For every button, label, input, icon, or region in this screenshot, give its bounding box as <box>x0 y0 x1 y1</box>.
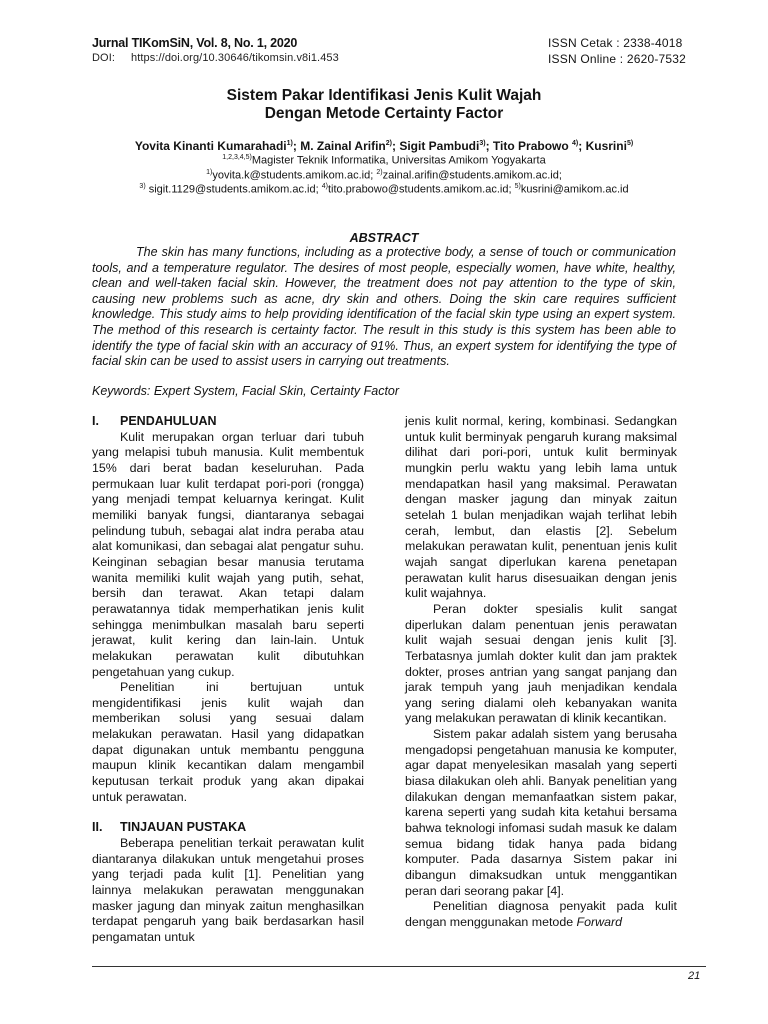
author-name: Yovita Kinanti Kumarahadi <box>134 139 287 153</box>
paper-title-line-1: Sistem Pakar Identifikasi Jenis Kulit Wajah <box>226 87 542 104</box>
right-column <box>405 414 677 931</box>
paragraph: Beberapa penelitian terkait perawatan kulit diantaranya dilakukan untuk mengetahui proses yang terjadi pada kulit [1]. Penelitian yang lainnya melakukan perawatan menggunakan masker jagung dan minyak zaitun menghasilkan terdapat pengaruh yang baik berdasarkan hasil pengamatan untuk <box>92 836 364 944</box>
section-number: II. <box>92 820 103 835</box>
affiliation <box>92 154 676 167</box>
author-name: ; Sigit Pambudi <box>392 139 480 153</box>
email: kusrini@amikom.ac.id <box>520 183 629 196</box>
paragraph: Peran dokter spesialis kulit sangat diperlukan dalam penentuan jenis perawatan kulit wajah sesuai dengan jenis kulit [3]. Terbatasnya jumlah dokter kulit dan jam praktek dokter, proses antrian yang sangat panjang dan jarak tempuh yang jauh menjadikan kendala yang sering dialami oleh kebanyakan wanita yang melakukan perawatan di klinik kecantikan. <box>405 601 677 726</box>
email: sigit.1129@students.amikom.ac.id; <box>145 183 322 196</box>
author-marker: 3) <box>479 140 486 147</box>
author-marker: 4) <box>572 140 579 147</box>
affiliation-marker: 1,2,3,4,5) <box>222 154 252 161</box>
section-heading-1 <box>92 414 364 430</box>
doi-link[interactable]: https://doi.org/10.30646/tikomsin.v8i1.453 <box>131 52 339 64</box>
section-heading-2 <box>92 820 364 836</box>
issn-online: ISSN Online : 2620-7532 <box>548 52 687 66</box>
section-title: TINJAUAN PUSTAKA <box>120 820 247 835</box>
email-marker: 1) <box>206 169 213 176</box>
paragraph <box>405 899 677 930</box>
email-line-2 <box>92 183 676 196</box>
footer-rule <box>92 966 706 967</box>
section-number: I. <box>92 414 99 428</box>
author-list <box>92 139 676 153</box>
affiliation-text: Magister Teknik Informatika, Universitas Amikom Yogyakarta <box>251 154 546 167</box>
author-marker: 2) <box>385 140 392 147</box>
author-name: ; Kusrini <box>578 139 627 153</box>
paper-title-line-2: Dengan Metode Certainty Factor <box>264 105 504 122</box>
issn-print: ISSN Cetak : 2338-4018 <box>548 36 683 50</box>
journal-name: Jurnal TIKomSiN, Vol. 8, No. 1, 2020 <box>92 36 298 50</box>
email-marker: 5) <box>514 183 521 190</box>
paragraph: Penelitian ini bertujuan untuk mengidentifikasi jenis kulit wajah dan memberikan solusi yang sesuai dalam melakukan perawatan. Hasil yang didapatkan dapat digunakan untuk membantu pengguna maupun klinik kecantikan dalam mengambil keputusan terkait produk yang akan dipakai untuk perawatan. <box>92 680 364 804</box>
left-column <box>92 414 364 946</box>
section-title: PENDAHULUAN <box>120 414 217 428</box>
email-marker: 3) <box>139 183 146 190</box>
abstract-heading: ABSTRACT <box>349 231 419 245</box>
email-line-1 <box>92 169 676 182</box>
author-marker: 1) <box>286 140 293 147</box>
doi-label: DOI: <box>92 52 116 64</box>
email-marker: 4) <box>321 183 328 190</box>
keywords: Keywords: Expert System, Facial Skin, Certainty Factor <box>92 384 400 398</box>
paragraph: Sistem pakar adalah sistem yang berusaha mengadopsi pengetahuan manusia ke komputer, agar dapat menyelesikan masalah yang seperti biasa dilakukan oleh ahli. Banyak penelitian yang dilakukan dengan memanfaatkan sistem pakar, karena seperti yang sudah kita ketahui bersama bahwa teknologi infomasi sudah masuk ke dalam semua bidang tidak hanya pada bidang komputer. Pada dasarnya Sistem pakar ini dibangun dimaksudkan untuk menggantikan peran dari seorang pakar [4]. <box>405 727 677 898</box>
paragraph: Kulit merupakan organ terluar dari tubuh yang melapisi tubuh manusia. Kulit membentuk 15% dari berat badan keseluruhan. Pada permukaan luar kulit terdapat pori-pori (rongga) yang menjadi tempat keluarnya keringat. Kulit memiliki banyak fungsi, diantaranya sebagai pelindung tubuh, sebagai alat indra peraba atau alat komunikasi, dan sebagai alat pengatur suhu. Keinginan sebagian besar manusia terutama wanita memiliki kulit wajah yang putih, sehat, bersih dan terawat. Akan tetapi dalam perawatannya tidak memperhatikan jenis kulit sehingga menimbulkan masalah baru seperti jerawat, kulit kering dan lain-lain. Untuk melakukan perawatan kulit dibutuhkan pengetahuan yang cukup. <box>92 429 364 679</box>
email: zainal.arifin@students.amikom.ac.id; <box>382 169 562 182</box>
email-marker: 2) <box>376 169 383 176</box>
abstract-body: The skin has many functions, including as a protective body, a sense of touch or communication tools, and a temperature regulator. The desires of most people, especially women, have white, healthy, clean and well-taken facial skin. However, the treatment does not pay attention to the type of skin, causing new problems such as acne, dry skin and others. Doing the skin care requires sufficient knowledge. This study aims to help providing identification of the facial skin type using an expert system. The method of this research is certainty factor. The result in this study is this system has been able to identify the type of facial skin with an accuracy of 91%. Thus, an expert system for identifying the type of facial skin can be used to assist users in carrying out treatments. <box>92 245 676 369</box>
page-number: 21 <box>688 970 701 982</box>
email: tito.prabowo@students.amikom.ac.id; <box>327 183 515 196</box>
doi-line <box>92 52 339 64</box>
paragraph-text: Penelitian diagnosa penyakit pada kulit dengan menggunakan metode <box>405 899 677 929</box>
author-name: ; Tito Prabowo <box>485 139 573 153</box>
paragraph: jenis kulit normal, kering, kombinasi. Sedangkan untuk kulit berminyak pengaruh kurang maksimal dilihat dari pori-pori, untuk kulit berminyak mungkin perlu waktu yang lebih lama untuk mendapatkan hasil yang maksimal. Perawatan dengan masker jagung dan minyak zaitun setelah 1 bulan menjadikan wajah terlihat lebih cerah, lembut, dan elastis [2]. Sebelum melakukan perawatan kulit, penentuan jenis kulit wajah sangat diperlukan karena penetapan perawatan kulit harus disesuaikan dengan jenis kulit wajahnya. <box>405 414 677 601</box>
email: yovita.k@students.amikom.ac.id; <box>212 169 377 182</box>
author-marker: 5) <box>626 140 634 147</box>
author-name: ; M. Zainal Arifin <box>292 139 386 153</box>
paragraph-italic-text: Forward <box>576 915 622 929</box>
